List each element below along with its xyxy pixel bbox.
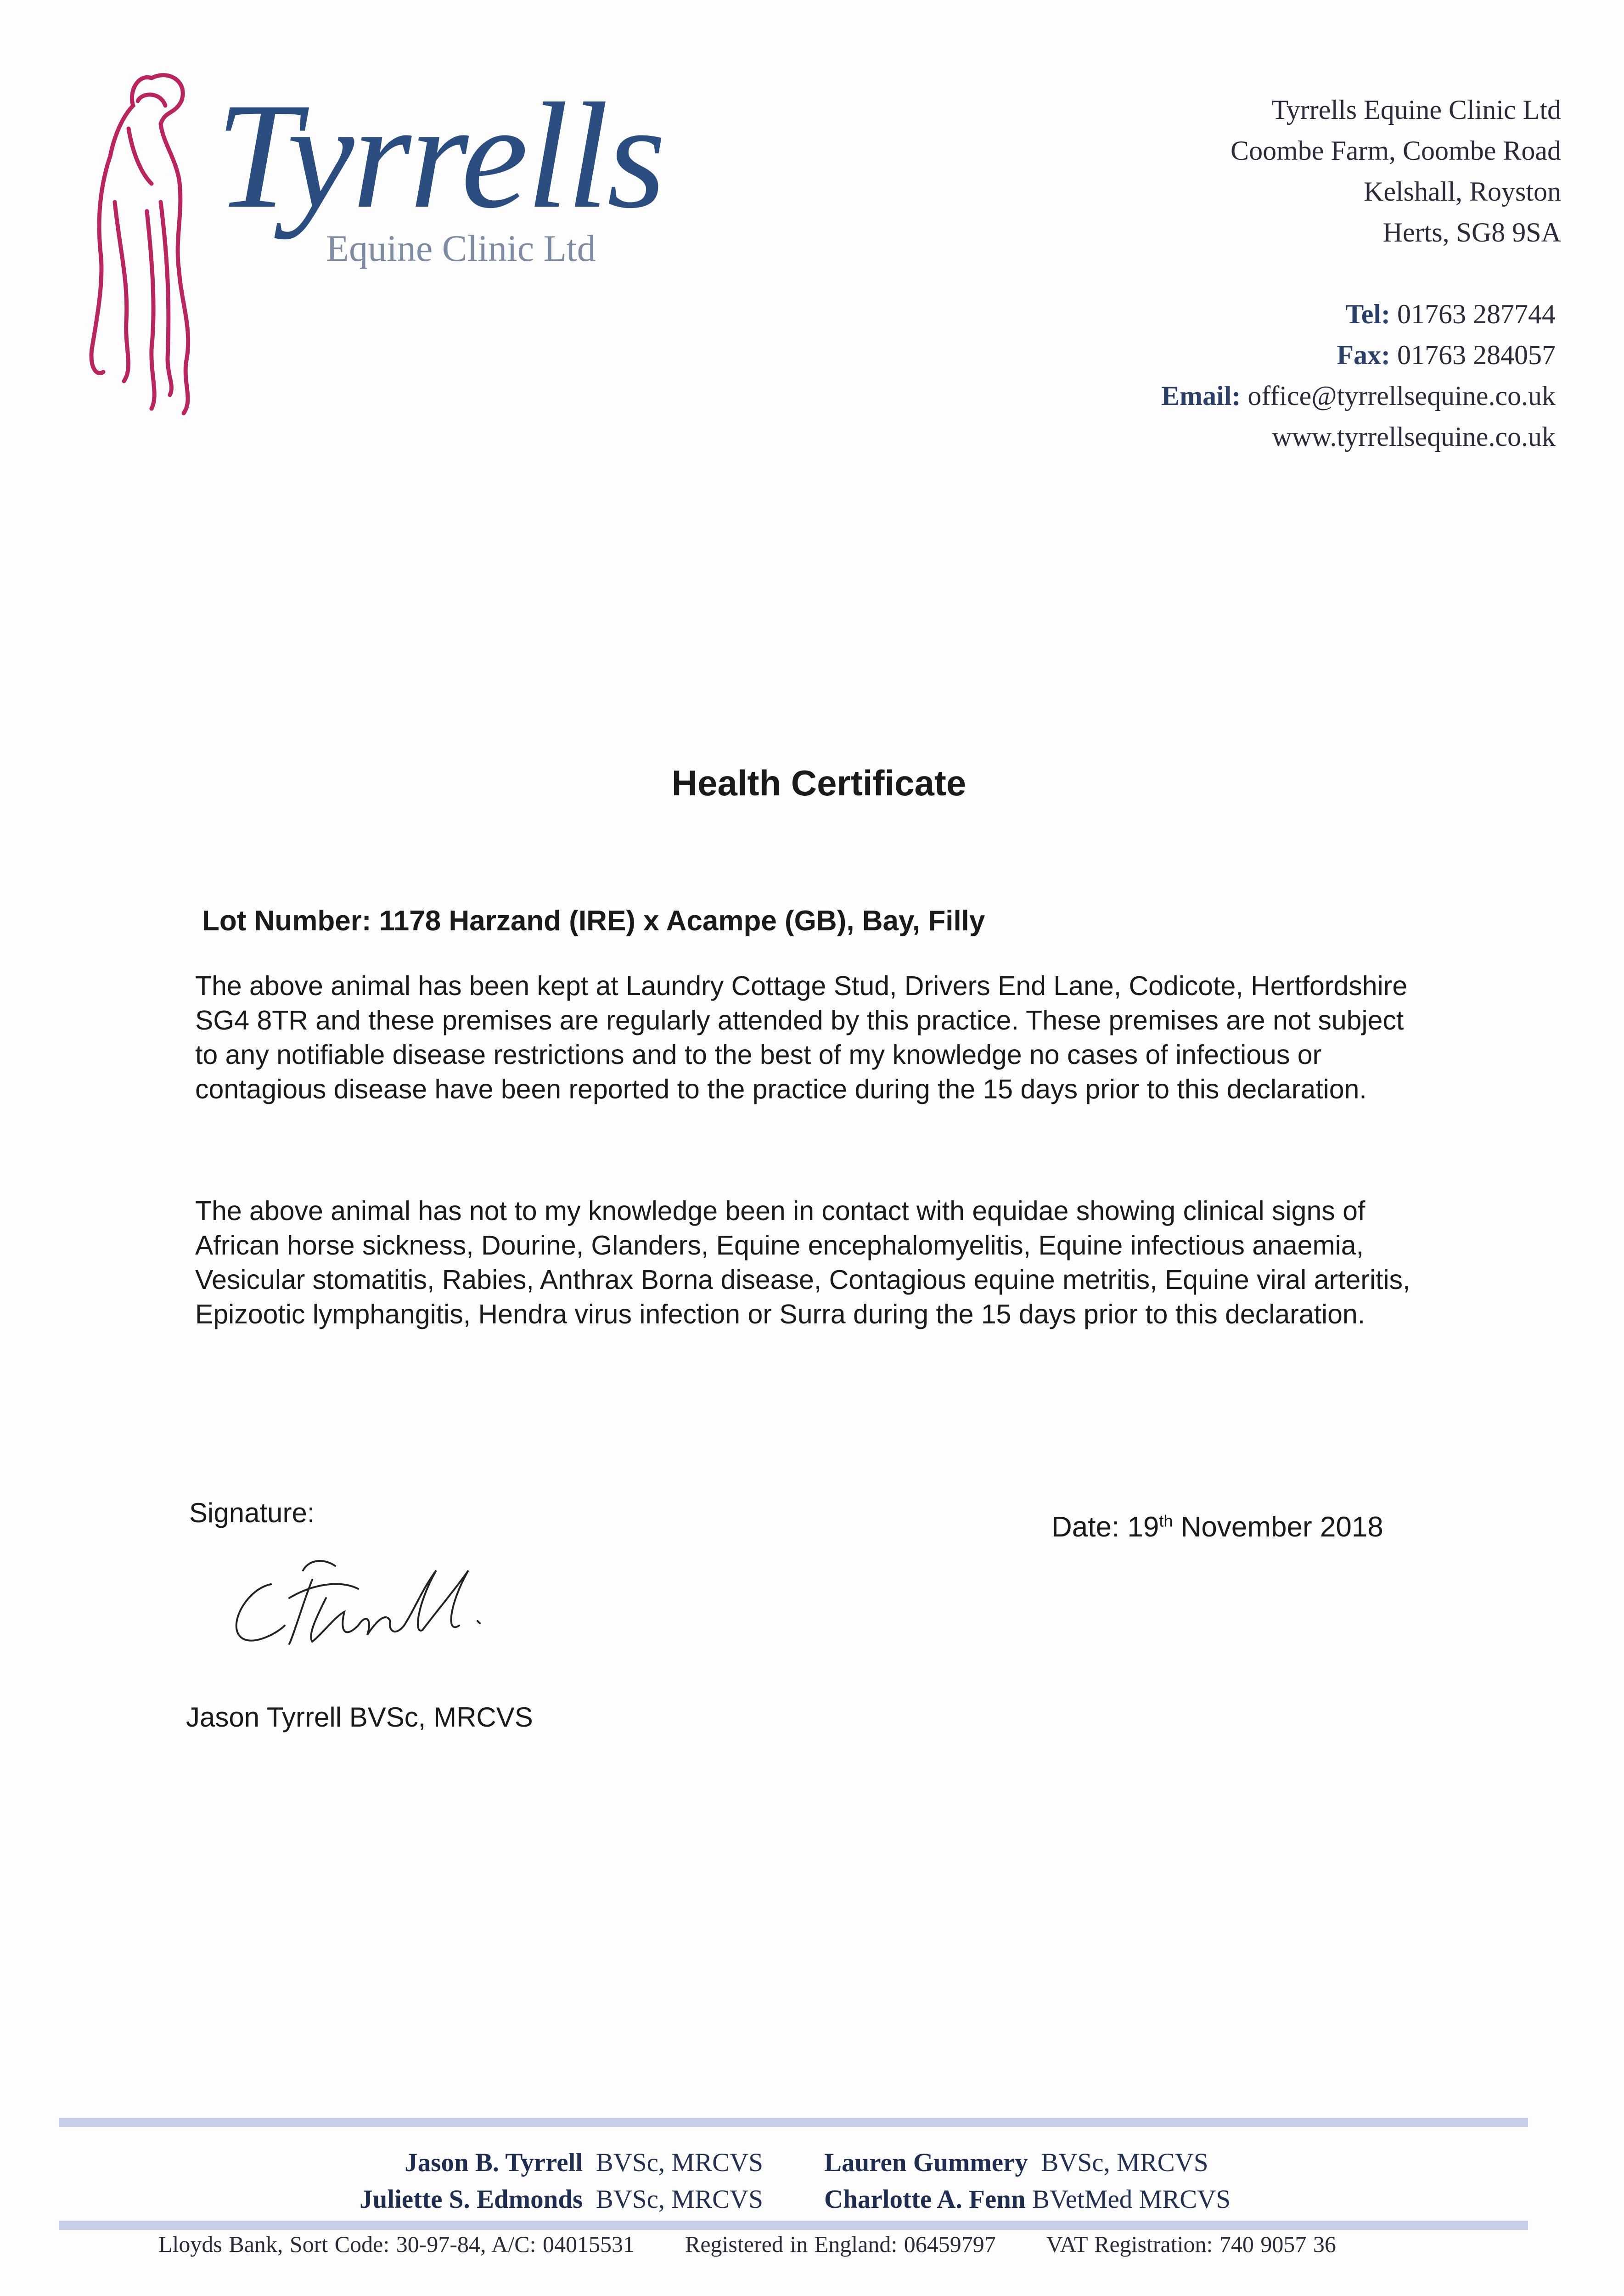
staff-column-left — [360, 2144, 763, 2218]
signer-name: Jason Tyrrell BVSc, MRCVS — [186, 1702, 533, 1733]
address-line: Kelshall, Royston — [1364, 176, 1561, 207]
staff-member: Charlotte A. Fenn BVetMed MRCVS — [824, 2185, 1231, 2214]
staff-member: Juliette S. Edmonds BVSc, MRCVS — [360, 2185, 763, 2214]
company-details — [158, 2231, 1336, 2257]
address-line: Herts, SG8 9SA — [1382, 217, 1561, 248]
lot-number: Lot Number: 1178 Harzand (IRE) x Acampe (GB), Bay, Filly — [202, 905, 985, 937]
registration-number: Registered in England: 06459797 — [685, 2231, 996, 2257]
email-link[interactable]: office@tyrrellsequine.co.uk — [1248, 381, 1556, 411]
email-label: Email: — [1161, 381, 1241, 411]
footer-divider — [59, 2118, 1528, 2127]
bank-details: Lloyds Bank, Sort Code: 30-97-84, A/C: 04015531 — [158, 2231, 635, 2257]
footer-divider — [59, 2221, 1528, 2230]
vat-number: VAT Registration: 740 9057 36 — [1046, 2231, 1336, 2257]
date-month-year: November 2018 — [1173, 1511, 1383, 1543]
staff-member: Jason B. Tyrrell BVSc, MRCVS — [405, 2148, 763, 2177]
date-ordinal: th — [1159, 1511, 1173, 1531]
staff-column-right — [824, 2144, 1231, 2218]
address-line: Coombe Farm, Coombe Road — [1231, 135, 1561, 166]
clinic-address — [1231, 90, 1561, 253]
tel-number: 01763 287744 — [1397, 299, 1556, 329]
fax-number: 01763 284057 — [1397, 340, 1556, 370]
clinic-contact — [1161, 294, 1556, 457]
website-link[interactable]: www.tyrrellsequine.co.uk — [1272, 422, 1556, 452]
handwritten-signature — [220, 1543, 551, 1667]
horse-logo-icon — [83, 64, 230, 422]
certificate-date — [1051, 1511, 1383, 1543]
date-day: Date: 19 — [1051, 1511, 1159, 1543]
fax-label: Fax: — [1337, 340, 1390, 370]
declaration-paragraph-2: The above animal has not to my knowledge been in contact with equidae showing clinical signs of African horse sickness, Dourine, Glanders, Equine encephalomyelitis, Equine infectious anaemia, Vesicular stomatitis, Rabies, Anthrax Borna disease, Contagious equine metritis, Equine viral arteritis, Epizootic lymphangitis, Hendra virus infection or Surra during the 15 days prior to this declaration. — [195, 1196, 1410, 1329]
signature-label: Signature: — [189, 1497, 315, 1528]
logo-subtitle: Equine Clinic Ltd — [326, 227, 596, 269]
staff-member: Lauren Gummery BVSc, MRCVS — [824, 2148, 1208, 2177]
logo-wordmark: Tyrrells — [216, 72, 664, 240]
address-line: Tyrrells Equine Clinic Ltd — [1271, 95, 1561, 125]
declaration-paragraph-1: The above animal has been kept at Laundry Cottage Stud, Drivers End Lane, Codicote, Hertfordshire SG4 8TR and these premises are regularly attended by this practice. These premises are not subject to any notifiable disease restrictions and to the best of my knowledge no cases of infectious or contagious disease have been reported to the practice during the 15 days prior to this declaration. — [195, 971, 1408, 1104]
tel-label: Tel: — [1345, 299, 1390, 329]
page-title: Health Certificate — [671, 763, 967, 803]
